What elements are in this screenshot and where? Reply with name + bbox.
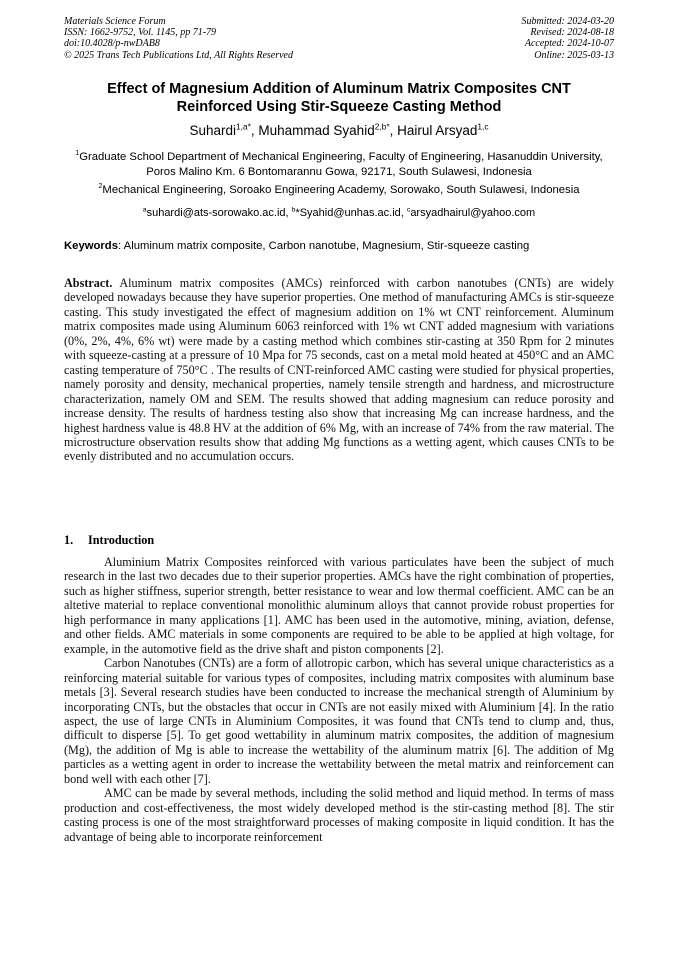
email-address[interactable]: suhardi@ats-sorowako.ac.id, — [146, 207, 292, 219]
author-name: Hairul Arsyad — [397, 123, 478, 138]
abstract-label: Abstract. — [64, 276, 113, 290]
author-name: Suhardi — [189, 123, 236, 138]
revised-date: Revised: 2024-08-18 — [530, 27, 614, 39]
journal-name: Materials Science Forum — [64, 16, 166, 27]
email-address[interactable]: *Syahid@unhas.ac.id, — [295, 207, 407, 219]
online-date: Online: 2025-03-13 — [534, 49, 614, 61]
keywords — [64, 239, 616, 254]
dates-header — [522, 16, 615, 61]
section-number: 1. — [64, 533, 74, 547]
abstract-text: Aluminum matrix composites (AMCs) reinforced with carbon nanotubes (CNTs) are widely developed nowadays because they have superior properties. One method of manufacturing AMCs is stir-squeeze casting. This study investigated the effect of magnesium addition on 1% wt CNT reinforcement. Aluminum matrix composites made using Aluminum 6063 reinforced with 1% wt CNT added magnesium with variations (0%, 2%, 4%, 6% wt) were made by a casting method which combines stir-casting at 350 Rpm for 2 minutes with squeeze-casting at a pressure of 10 Mpa for 75 seconds, cast on a metal mold heated at 450°C and an AMC casting temperature of 750°C . The results of CNT-reinforced AMC casting were studied for physical properties, namely porosity and density, mechanical properties, namely tensile strength and hardness, and microstructure characterization, namely OM and SEM. The results showed that adding magnesium can reduce porosity and increase density. The results of hardness testing also show that increasing Mg can increase hardness, and the highest hardness value is 48.8 HV at the addition of 6% Mg, with an increase of 74% from the raw material. The microstructure observation results show that adding Mg functions as a wetting agent, which causes CNTs to be evenly distributed and no accumulation occurs. — [64, 276, 614, 464]
affiliation-marker: 2 — [98, 183, 103, 191]
author-separator: , — [250, 123, 259, 138]
section-title: Introduction — [88, 533, 155, 547]
title-line-2: Reinforced Using Stir-Squeeze Casting Method — [176, 99, 502, 115]
email-marker: c — [406, 206, 411, 214]
email-list — [40, 206, 638, 221]
email-address[interactable]: arsyadhairul@yahoo.com — [410, 207, 536, 219]
section-heading-introduction — [64, 533, 154, 548]
accepted-date: Accepted: 2024-10-07 — [524, 38, 614, 50]
author-affiliation-marker: 1,c — [477, 121, 489, 132]
keywords-text: : Aluminum matrix composite, Carbon nanotube, Magnesium, Stir-squeeze casting — [118, 240, 530, 252]
journal-header — [64, 16, 293, 61]
author-affiliation-marker: 1,a* — [236, 121, 251, 132]
email-marker: b — [291, 206, 296, 214]
affiliation-1 — [60, 150, 618, 180]
affiliation-marker: 1 — [75, 150, 80, 158]
author-separator: , — [389, 123, 398, 138]
title-line-1: Effect of Magnesium Addition of Aluminum Matrix Composites CNT — [107, 81, 571, 97]
paragraph: Carbon Nanotubes (CNTs) are a form of allotropic carbon, which has several unique characteristics as a reinforcing material suitable for various types of composites, including matrix composites with aluminum base metals [3]. Several research studies have been conducted to increase the mechanical strength of Aluminium by incorporating CNTs, but the obstacles that occur in CNTs are not easily mixed with Aluminium [4]. In the ratio aspect, the use of large CNTs in Aluminium Composites, it was found that CNTs tend to clump and, thus, difficult to disperse [5]. To get good wettability in aluminum matrix composites, the addition of magnesium (Mg), the addition of Mg is able to increase the wettability of the aluminum matrix [6]. The addition of Mg particles as a wetting agent in order to increase the wettability between the metal matrix and reinforcement can bond well with each other [7]. — [64, 656, 614, 786]
introduction-body — [64, 555, 614, 844]
paragraph: Aluminium Matrix Composites reinforced with various particulates have been the subject of much research in the last two decades due to their superior properties. AMCs have the right combination of properties, such as higher stiffness, superior strength, better resistance to wear and low thermal coefficient. AMC can be an altetive material to replace conventional monolithic aluminum alloys that cannot provide robust properties for high performance in many applications [1]. AMC has been used in the automotive, mining, aviation, defense, and other fields. AMC materials in some components are required to be able to be applied at high voltage, for example, in the automotive field as the drive shaft and piston components [2]. — [64, 555, 614, 656]
submitted-date: Submitted: 2024-03-20 — [521, 16, 614, 27]
copyright-line: © 2025 Trans Tech Publications Ltd, All Rights Reserved — [64, 49, 293, 61]
affiliation-text: Mechanical Engineering, Soroako Engineering Academy, Sorowako, South Sulawesi, Indonesia — [102, 184, 580, 196]
email-marker: a — [142, 206, 147, 214]
author-list — [40, 122, 638, 140]
doi-line[interactable]: doi:10.4028/p-nwDAB8 — [64, 38, 160, 50]
abstract — [64, 276, 614, 464]
issn-line: ISSN: 1662-9752, Vol. 1145, pp 71-79 — [64, 27, 217, 39]
affiliation-text: Graduate School Department of Mechanical Engineering, Faculty of Engineering, Hasanuddin University, Poros Malino Km. 6 Bontomarannu Gowa, 92171, South Sulawesi, Indonesia — [79, 151, 603, 178]
affiliation-2 — [60, 183, 618, 198]
paper-title — [40, 80, 638, 116]
author-name: Muhammad Syahid — [258, 123, 375, 138]
author-affiliation-marker: 2,b* — [374, 121, 390, 132]
keywords-label: Keywords — [64, 240, 118, 252]
paragraph: AMC can be made by several methods, including the solid method and liquid method. In terms of mass production and cost-effectiveness, the most widely developed method is the stir-casting method [8]. The stir casting process is one of the most straightforward processes of making composite in liquid condition. It has the advantage of being able to incorporate reinforcement — [64, 786, 614, 844]
